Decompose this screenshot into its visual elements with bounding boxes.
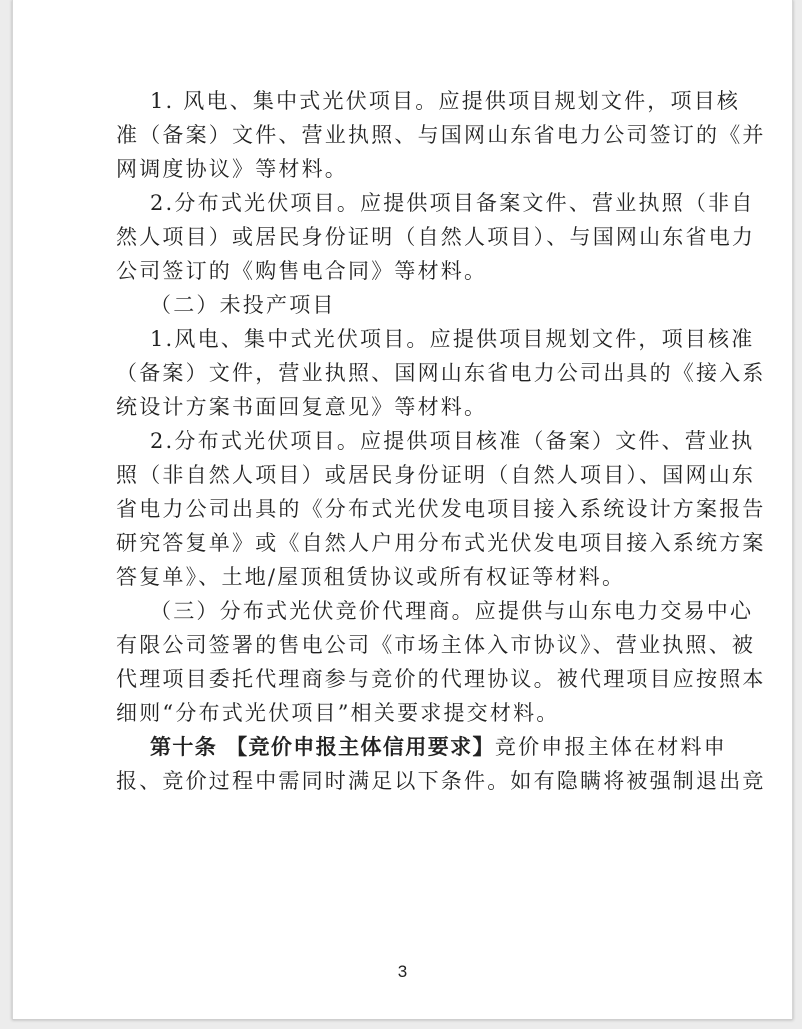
article-10-line-1 — [150, 734, 730, 760]
paragraph-5-line-4: 细则“分布式光伏项目”相关要求提交材料。 — [116, 701, 560, 725]
paragraph-4-line-4: 研究答复单》或《自然人户用分布式光伏发电项目接入系统方案 — [116, 531, 766, 555]
paragraph-2-line-2: 然人项目）或居民身份证明（自然人项目）、与国网山东省电力 — [116, 225, 756, 249]
paragraph-5-line-2: 有限公司签署的售电公司《市场主体入市协议》、营业执照、被 — [116, 633, 756, 657]
paragraph-2-line-3: 公司签订的《购售电合同》等材料。 — [116, 259, 488, 283]
paragraph-1-line-2: 准（备案）文件、营业执照、与国网山东省电力公司签订的《并 — [116, 123, 766, 147]
paragraph-1-line-1: 1. 风电、集中式光伏项目。应提供项目规划文件，项目核 — [150, 89, 741, 113]
document-page — [12, 0, 793, 1020]
paragraph-4-line-3: 省电力公司出具的《分布式光伏发电项目接入系统设计方案报告 — [116, 497, 766, 521]
paragraph-3-line-3: 统设计方案书面回复意见》等材料。 — [116, 395, 488, 419]
paragraph-1-line-3: 网调度协议》等材料。 — [116, 157, 348, 181]
paragraph-5-line-1: （三）分布式光伏竞价代理商。应提供与山东电力交易中心 — [150, 599, 754, 623]
paragraph-4-line-5: 答复单》、土地/屋顶租赁协议或所有权证等材料。 — [116, 565, 626, 589]
paragraph-3-line-2: （备案）文件，营业执照、国网山东省电力公司出具的《接入系 — [116, 361, 766, 385]
paragraph-5-line-3: 代理项目委托代理商参与竞价的代理协议。被代理项目应按照本 — [116, 667, 766, 691]
article-label: 第十条 — [150, 735, 218, 759]
paragraph-4-line-2: 照（非自然人项目）或居民身份证明（自然人项目）、国网山东 — [116, 463, 756, 487]
paragraph-2-line-1: 2.分布式光伏项目。应提供项目备案文件、营业执照（非自 — [150, 191, 755, 215]
paragraph-3-line-1: 1.风电、集中式光伏项目。应提供项目规划文件，项目核准 — [150, 327, 755, 351]
paragraph-4-line-1: 2.分布式光伏项目。应提供项目核准（备案）文件、营业执 — [150, 429, 755, 453]
article-10-line-2: 报、竞价过程中需同时满足以下条件。如有隐瞒将被强制退出竞 — [116, 769, 766, 793]
page-number: 3 — [397, 962, 408, 981]
section-heading-unfinished-projects: （二）未投产项目 — [150, 293, 336, 317]
article-heading: 【竞价申报主体信用要求】 — [226, 735, 495, 759]
article-text: 竞价申报主体在材料申 — [494, 735, 727, 759]
